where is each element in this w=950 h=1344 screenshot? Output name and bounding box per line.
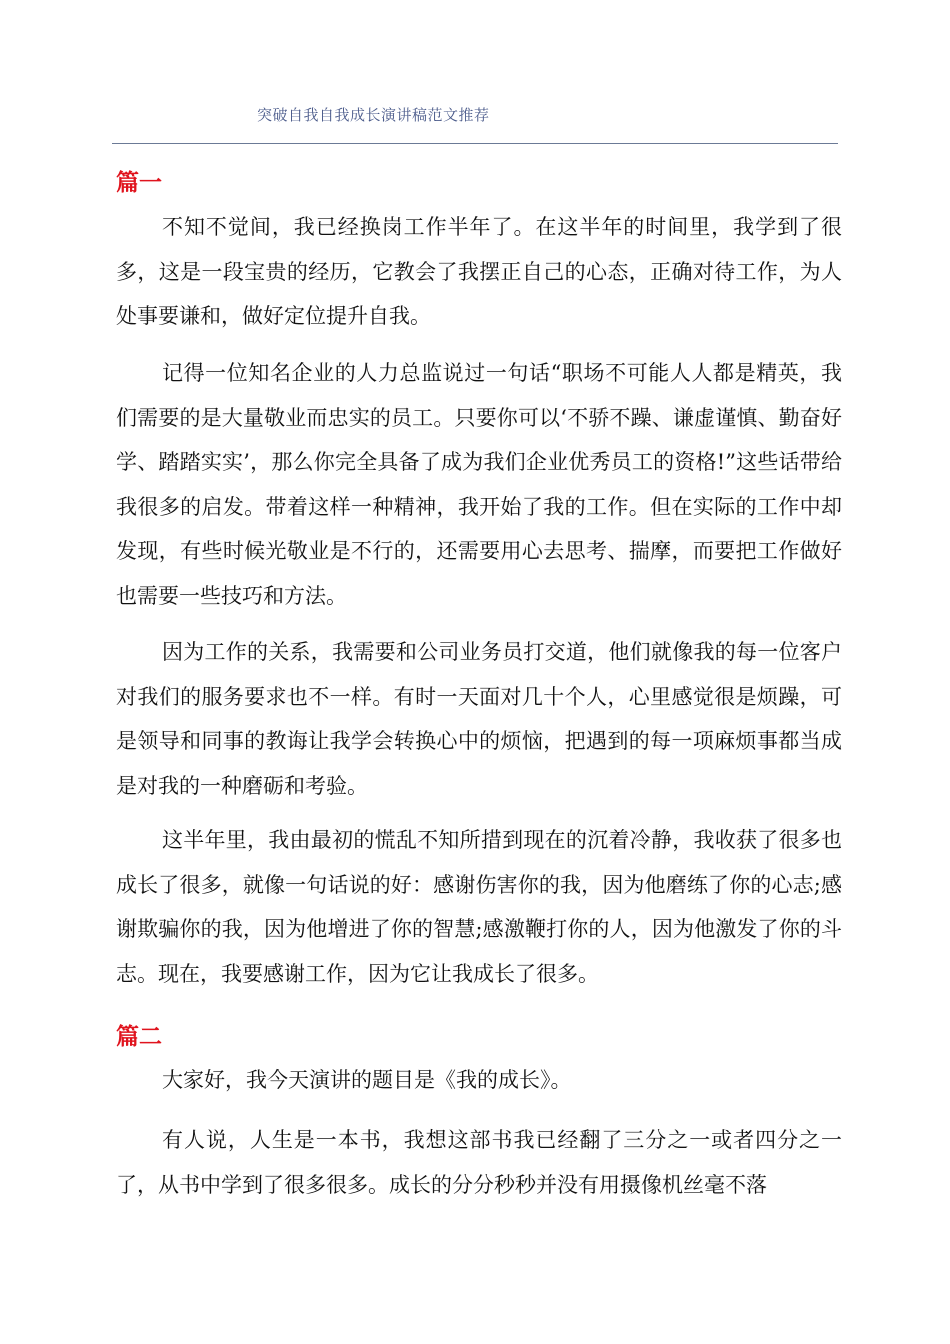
paragraph: 记得一位知名企业的人力总监说过一句话“职场不可能人人都是精英，我们需要的是大量敬业而忠实的员工。只要你可以‘不骄不躁、谦虚谨慎、勤奋好学、踏踏实实’，那么你完全具备了成为我们企业优秀员工的资格!”这些话带给我很多的启发。带着这样一种精神，我开始了我的工作。但在实际的工作中却发现，有些时候光敬业是不行的，还需要用心去思考、揣摩，而要把工作做好也需要一些技巧和方法。	[116, 361, 842, 608]
paragraph: 有人说，人生是一本书，我想这部书我已经翻了三分之一或者四分之一了，从书中学到了很多很多。成长的分分秒秒并没有用摄像机丝毫不落	[116, 1128, 842, 1197]
paragraph: 大家好，我今天演讲的题目是《我的成长》。	[162, 1068, 572, 1092]
header-divider	[112, 143, 838, 144]
section-heading-2: 篇二	[116, 1024, 162, 1050]
header-title: 突破自我自我成长演讲稿范文推荐	[257, 106, 490, 124]
paragraph: 因为工作的关系，我需要和公司业务员打交道，他们就像我的每一位客户对我们的服务要求也不一样。有时一天面对几十个人，心里感觉很是烦躁，可是领导和同事的教诲让我学会转换心中的烦恼，把遇到的每一项麻烦事都当成是对我的一种磨砺和考验。	[116, 640, 842, 798]
paragraph: 这半年里，我由最初的慌乱不知所措到现在的沉着冷静，我收获了很多也成长了很多，就像一句话说的好：感谢伤害你的我，因为他磨练了你的心志;感谢欺骗你的我，因为他增进了你的智慧;感激鞭打你的人，因为他激发了你的斗志。现在，我要感谢工作，因为它让我成长了很多。	[116, 828, 842, 986]
section-heading-1: 篇一	[116, 170, 162, 196]
paragraph: 不知不觉间，我已经换岗工作半年了。在这半年的时间里，我学到了很多，这是一段宝贵的经历，它教会了我摆正自己的心态，正确对待工作，为人处事要谦和，做好定位提升自我。	[116, 215, 842, 329]
